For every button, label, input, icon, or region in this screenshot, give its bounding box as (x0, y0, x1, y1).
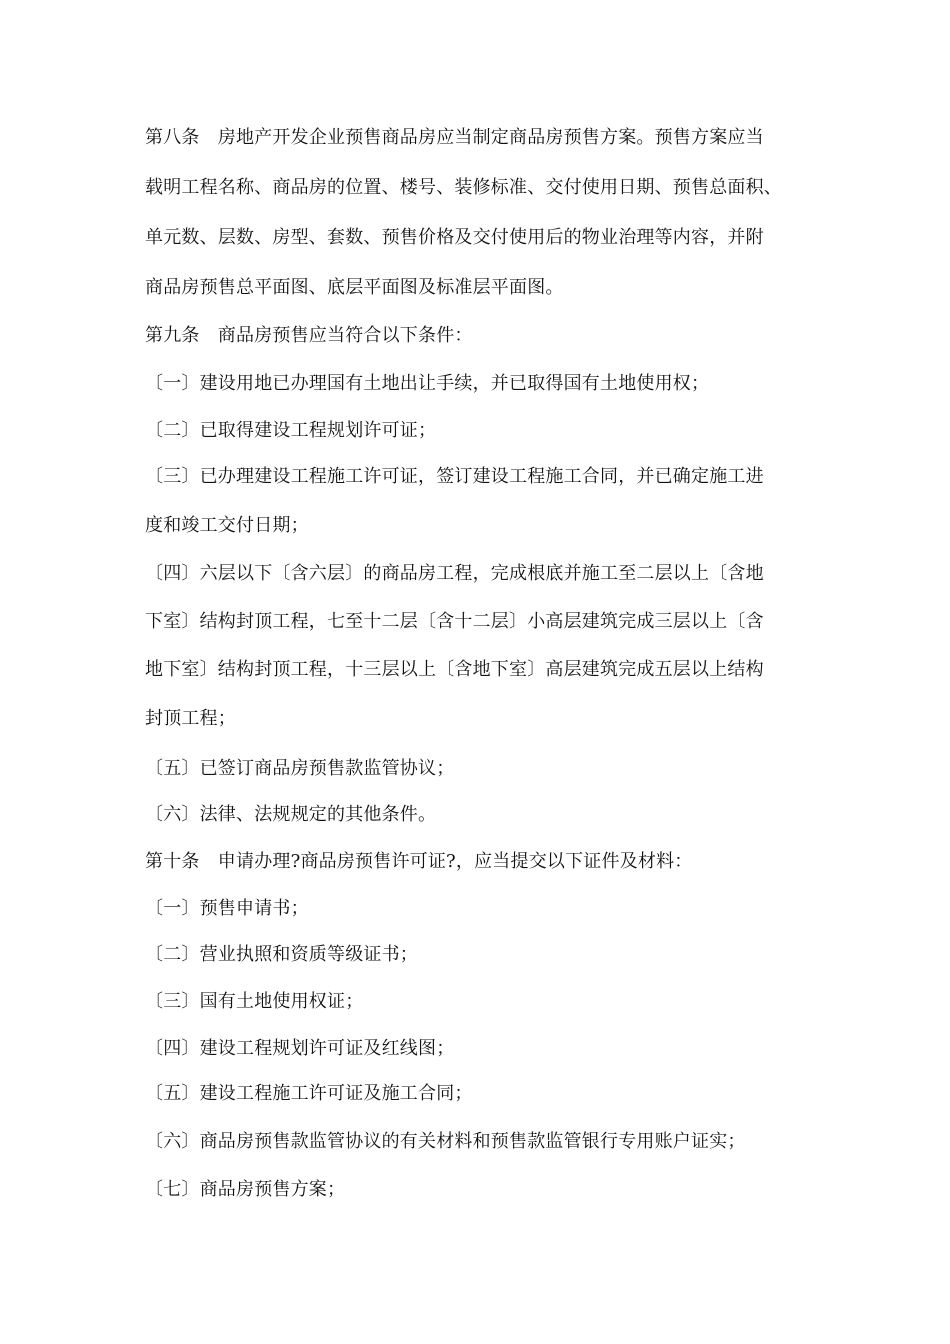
article-10-item-2: 〔二〕营业执照和资质等级证书； (145, 944, 418, 965)
article-9-item-1: 〔一〕建设用地已办理国有土地出让手续，并已取得国有土地使用权； (145, 373, 710, 394)
article-10-item-5: 〔五〕建设工程施工许可证及施工合同； (145, 1083, 473, 1104)
article-10-item-4: 〔四〕建设工程规划许可证及红线图； (145, 1038, 455, 1059)
article-9-item-4-line-2: 下室〕结构封顶工程，七至十二层〔含十二层〕小高层建筑完成三层以上〔含 (145, 611, 764, 632)
article-8-line-3: 单元数、层数、房型、套数、预售价格及交付使用后的物业治理等内容，并附 (145, 227, 764, 248)
article-9-item-2: 〔二〕已取得建设工程规划许可证； (145, 420, 437, 441)
article-9-item-4-line-1: 〔四〕六层以下〔含六层〕的商品房工程，完成根底并施工至二层以上〔含地 (145, 563, 764, 584)
article-10-item-7: 〔七〕商品房预售方案； (145, 1179, 346, 1200)
article-10-item-1: 〔一〕预售申请书； (145, 898, 309, 919)
article-9-item-4-line-3: 地下室〕结构封顶工程，十三层以上〔含地下室〕高层建筑完成五层以上结构 (145, 659, 764, 680)
article-9-item-3-line-2: 度和竣工交付日期； (145, 515, 309, 536)
article-8-line-1: 第八条 房地产开发企业预售商品房应当制定商品房预售方案。预售方案应当 (145, 127, 764, 148)
article-10-item-6: 〔六〕商品房预售款监管协议的有关材料和预售款监管银行专用账户证实； (145, 1131, 746, 1152)
article-8-line-2: 载明工程名称、商品房的位置、楼号、装修标准、交付使用日期、预售总面积、 (145, 177, 782, 198)
article-10-item-3: 〔三〕国有土地使用权证； (145, 991, 364, 1012)
article-10-heading: 第十条 申请办理?商品房预售许可证?，应当提交以下证件及材料： (145, 851, 693, 872)
article-9-item-4-line-4: 封顶工程； (145, 708, 236, 729)
article-9-item-3-line-1: 〔三〕已办理建设工程施工许可证，签订建设工程施工合同，并已确定施工进 (145, 466, 764, 487)
article-9-item-5: 〔五〕已签订商品房预售款监管协议； (145, 758, 455, 779)
article-9-item-6: 〔六〕法律、法规规定的其他条件。 (145, 804, 437, 825)
article-9-heading: 第九条 商品房预售应当符合以下条件： (145, 325, 473, 346)
article-8-line-4: 商品房预售总平面图、底层平面图及标准层平面图。 (145, 277, 564, 298)
